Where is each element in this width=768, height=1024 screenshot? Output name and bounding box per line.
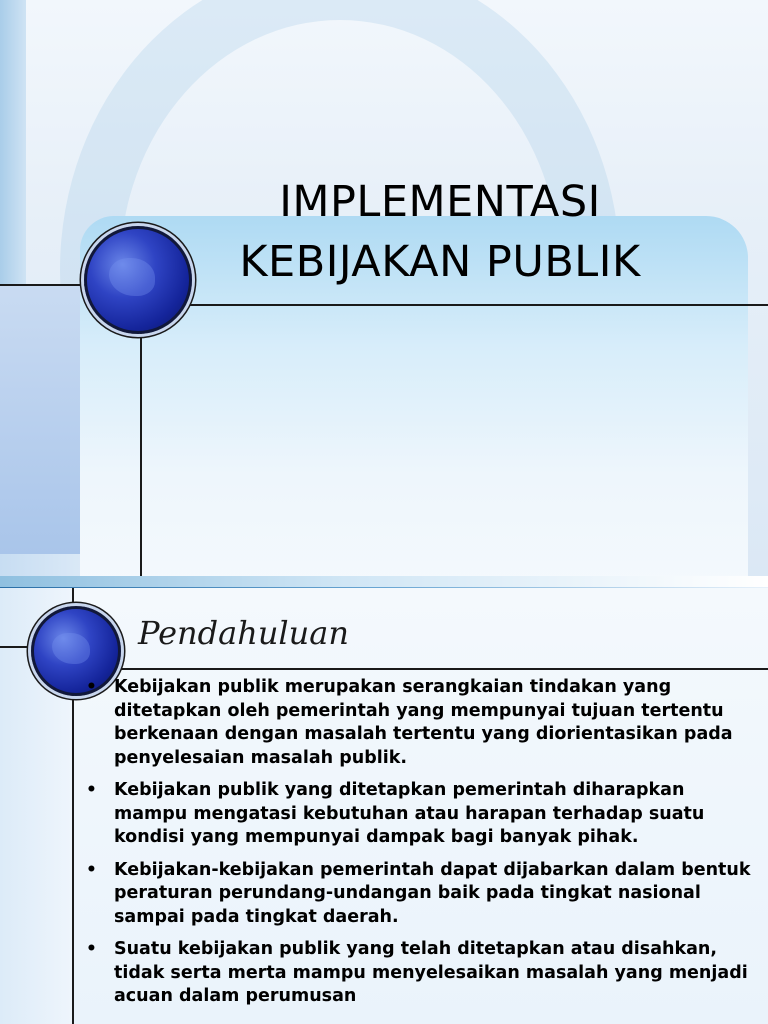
bullet-list (82, 676, 752, 1018)
list-item (82, 779, 752, 850)
title-line-2: KEBIJAKAN PUBLIK (239, 237, 641, 287)
bullet-marker: • (86, 677, 97, 697)
section-heading: Pendahuluan (138, 614, 349, 652)
divider-line (0, 646, 30, 648)
bullet-text: Kebijakan-kebijakan pemerintah dapat dijabarkan dalam bentuk peraturan perundang-undangan baik pada tingkat nasional sampai pada tingkat daerah. (114, 859, 751, 927)
list-item (82, 859, 752, 930)
divider-line (190, 304, 768, 306)
bullet-marker: • (86, 780, 97, 800)
list-item (82, 938, 752, 1009)
bullet-text: Kebijakan publik yang ditetapkan pemerintah diharapkan mampu mengatasi kebutuhan atau harapan terhadap suatu kondisi yang mempunyai dampak bagi banyak pihak. (114, 780, 705, 847)
bullet-text: Suatu kebijakan publik yang telah ditetapkan atau disahkan, tidak serta merta mampu menyelesaikan masalah yang menjadi acuan dalam perumusan (114, 939, 748, 1006)
divider-line (72, 692, 74, 1024)
divider-line (118, 668, 768, 670)
bullet-marker: • (86, 939, 97, 959)
list-item (82, 676, 752, 770)
title-line-1: IMPLEMENTASI (279, 177, 601, 227)
divider-line (72, 588, 74, 604)
divider-line (140, 330, 142, 578)
slide-content (0, 588, 768, 1024)
bullet-marker: • (86, 859, 97, 880)
bullet-text: Kebijakan publik merupakan serangkaian tindakan yang ditetapkan oleh pemerintah yang mempunyai tujuan tertentu berkenaan dengan masalah tertentu yang diorientasikan pada penyelesaian masalah publik. (114, 677, 733, 768)
